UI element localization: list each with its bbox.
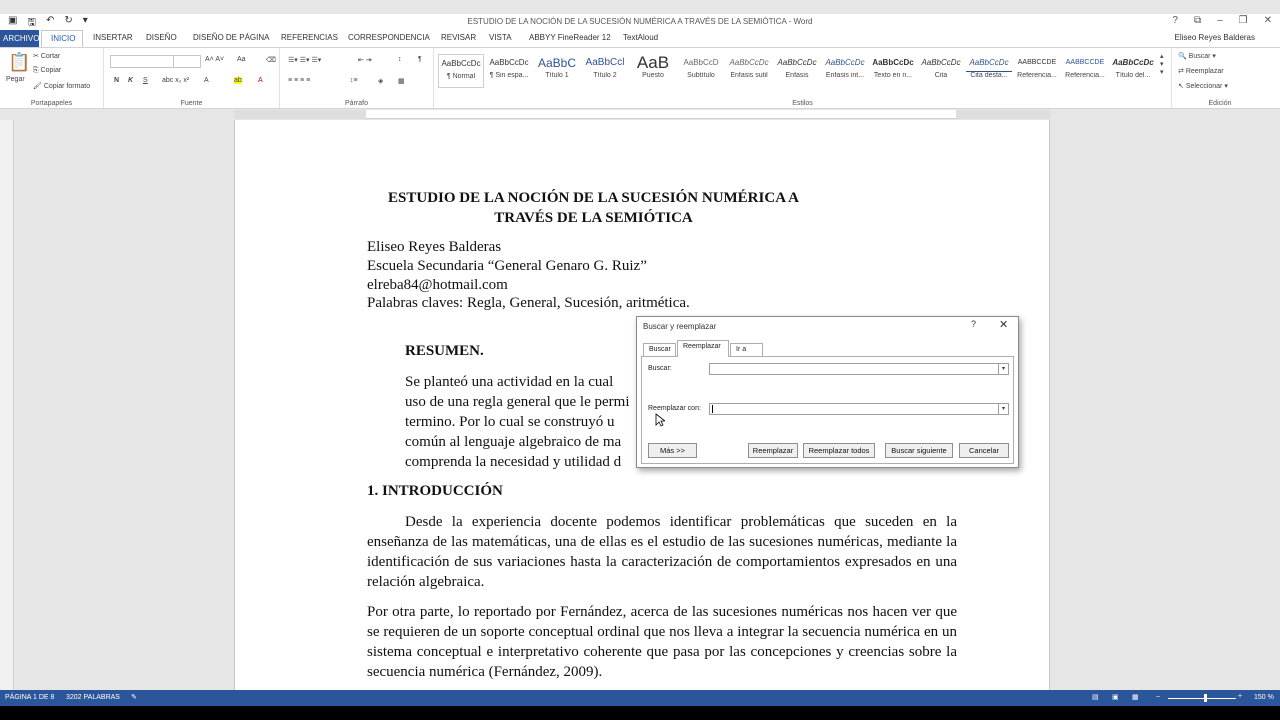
vertical-ruler[interactable]	[0, 120, 14, 690]
style-preview: AaBbCcDc	[1112, 58, 1154, 67]
zoom-slider-thumb[interactable]	[1204, 694, 1207, 702]
copy-button[interactable]: ⎘ Copiar	[33, 67, 62, 74]
replace-input[interactable]	[709, 403, 1009, 415]
style-name: Énfasis	[785, 72, 809, 79]
group-clipboard	[0, 48, 104, 108]
shading-icon[interactable]: ◈	[378, 78, 384, 85]
group-editing	[1172, 48, 1268, 108]
minimize-icon[interactable]: –	[1217, 15, 1223, 26]
tab-correspondencia[interactable]: CORRESPONDENCIA	[348, 33, 430, 42]
style-name: ¶ Sin espa...	[489, 72, 529, 79]
bold-button[interactable]: N	[114, 77, 120, 84]
read-mode-icon[interactable]: ▤	[1092, 694, 1099, 701]
screen-bottom-border	[0, 706, 1280, 720]
user-account[interactable]: Eliseo Reyes Balderas	[1174, 33, 1255, 42]
style-name: Subtítulo	[687, 72, 715, 79]
tab-insertar[interactable]: INSERTAR	[93, 33, 133, 42]
window-title: ESTUDIO DE LA NOCIÓN DE LA SUCESIÓN NUMÉRICA A TRAVÉS DE LA SEMIÓTICA - Word	[467, 17, 813, 26]
styles-group-label: Estilos	[792, 100, 813, 107]
font-group-label: Fuente	[180, 100, 203, 107]
style-strong[interactable]	[870, 54, 916, 88]
paragraph-group-label: Párrafo	[345, 100, 368, 107]
ribbon-display-icon[interactable]: ⧉	[1193, 15, 1202, 26]
italic-button[interactable]: K	[128, 77, 134, 84]
text-effects-icon[interactable]: A	[204, 77, 209, 84]
document-title: ESTUDIO DE LA NOCIÓN DE LA SUCESIÓN NUMÉRICA A TRAVÉS DE LA SEMIÓTICA	[388, 190, 799, 226]
find-next-button[interactable]: Buscar siguiente	[885, 443, 953, 458]
style-preview: AaBbCcDc	[489, 58, 529, 67]
keywords-line: Palabras claves: Regla, General, Sucesión, aritmética.	[367, 295, 690, 311]
web-layout-icon[interactable]: ▦	[1132, 694, 1139, 701]
tab-diseno-pagina[interactable]: DISEÑO DE PÁGINA	[193, 33, 270, 42]
ribbon-tabs	[0, 30, 1280, 47]
tab-archivo[interactable]: ARCHIVO	[0, 30, 39, 47]
clear-format-icon[interactable]: ⌫	[266, 57, 276, 64]
style-name: ¶ Normal	[446, 73, 476, 80]
proofing-icon[interactable]: ✎	[131, 694, 137, 701]
resumen-line: termino. Por lo cual se construyó u	[405, 414, 615, 430]
style-name: Referencia...	[1065, 72, 1105, 79]
style-preview: AABBCCDE	[1065, 59, 1105, 66]
cancel-button[interactable]: Cancelar	[959, 443, 1009, 458]
help-button[interactable]: ?	[1172, 15, 1178, 26]
dialog-title: Buscar y reemplazar	[643, 322, 717, 331]
style-preview: AaBbCcDc	[777, 58, 817, 67]
ruler-ticks	[234, 110, 1050, 119]
title-bar	[0, 14, 1280, 30]
style-preview: AaBbCcDc	[921, 58, 961, 67]
dialog-close-icon[interactable]: ✕	[999, 319, 1009, 331]
style-quote[interactable]	[918, 54, 964, 88]
tab-referencias[interactable]: REFERENCIAS	[281, 33, 338, 42]
highlight-icon[interactable]: ab	[234, 77, 242, 84]
dialog-help-button[interactable]: ?	[971, 319, 977, 329]
style-preview: AaBbCcD	[683, 58, 719, 67]
save-icon[interactable]: 🖫	[27, 17, 36, 28]
print-layout-icon[interactable]: ▣	[1112, 694, 1119, 701]
word-count[interactable]: 3202 PALABRAS	[66, 694, 120, 701]
zoom-slider[interactable]	[1168, 698, 1236, 699]
author-line: Eliseo Reyes Balderas	[367, 239, 502, 255]
find-input[interactable]	[709, 363, 1009, 375]
font-name-input[interactable]	[110, 55, 176, 68]
email-line: elreba84@hotmail.com	[367, 277, 508, 293]
style-intense-reference[interactable]	[1062, 54, 1108, 88]
sort-icon[interactable]: ↕	[398, 56, 402, 63]
spacing-icon[interactable]: ↕≡	[350, 77, 358, 84]
grow-font-icon[interactable]: A˄ A˅	[205, 56, 225, 63]
intro-heading: 1. INTRODUCCIÓN	[367, 483, 503, 499]
strike-sub-sup-icons[interactable]: abc x₂ x²	[162, 77, 190, 84]
format-painter-label: Copiar formato	[43, 83, 91, 90]
style-no-spacing[interactable]	[486, 54, 532, 88]
copy-label: Copiar	[40, 67, 62, 74]
align-icons[interactable]: ≡ ≡ ≡ ≡	[288, 77, 311, 84]
replace-label: Reemplazar con:	[648, 405, 701, 412]
style-subtle-reference[interactable]	[1014, 54, 1060, 88]
tab-find[interactable]: Buscar	[643, 343, 676, 356]
customize-qat-icon[interactable]: ▾	[82, 15, 88, 26]
paste-icon[interactable]: 📋	[8, 52, 31, 72]
style-preview: AaBbCcl	[585, 57, 625, 68]
resumen-line: común al lenguaje algebraico de ma	[405, 434, 622, 450]
text-caret	[712, 405, 713, 413]
style-name: Texto en n...	[873, 72, 913, 79]
tab-vista[interactable]: VISTA	[489, 33, 512, 42]
horizontal-ruler[interactable]	[234, 110, 1050, 119]
style-heading-1[interactable]	[534, 54, 580, 88]
style-name: Énfasis sutil	[730, 72, 768, 79]
editing-group-label: Edición	[1208, 100, 1232, 107]
find-label: Buscar	[1188, 53, 1211, 60]
resumen-line: comprenda la necesidad y utilidad d	[405, 454, 622, 470]
close-icon[interactable]: ✕	[1263, 15, 1272, 26]
format-painter-button[interactable]: 🖌 Copiar formato	[33, 83, 91, 90]
page-count[interactable]: PÁGINA 1 DE 8	[5, 694, 55, 701]
style-preview: AaBbCcDc	[825, 58, 865, 67]
style-intense-emphasis[interactable]	[822, 54, 868, 88]
replace-dropdown-icon[interactable]: ▾	[998, 404, 1008, 414]
resumen-heading: RESUMEN.	[405, 343, 484, 359]
cut-button[interactable]: ✂ Cortar	[33, 53, 61, 60]
tab-diseno[interactable]: DISEÑO	[146, 33, 177, 42]
zoom-level[interactable]: 150 %	[1254, 694, 1274, 701]
tab-abbyy[interactable]: ABBYY FineReader 12	[529, 33, 611, 42]
underline-button[interactable]: S	[143, 77, 148, 84]
font-size-input[interactable]	[173, 55, 201, 68]
style-heading-2[interactable]	[582, 54, 628, 88]
mouse-pointer-icon	[655, 413, 665, 427]
replace-button[interactable]: Reemplazar	[748, 443, 798, 458]
more-button[interactable]: Más >>	[648, 443, 697, 458]
style-title[interactable]	[630, 54, 676, 88]
change-case-button[interactable]: Aa	[237, 56, 246, 63]
clipboard-group-label: Portapapeles	[30, 100, 73, 107]
style-normal[interactable]	[438, 54, 484, 88]
tab-goto[interactable]: Ir a	[730, 343, 763, 356]
resumen-line: uso de una regla general que le permi	[405, 394, 630, 410]
find-button[interactable]: 🔍 Buscar ▾	[1178, 53, 1216, 60]
redo-icon[interactable]: ↻	[64, 15, 73, 26]
indent-icons[interactable]: ⇤ ⇥	[358, 57, 372, 64]
style-preview: AaBbCcDc	[729, 58, 769, 67]
style-preview: AaBbCcDc	[966, 54, 1012, 72]
style-name: Referencia...	[1017, 72, 1057, 79]
select-label: Seleccionar	[1185, 83, 1223, 90]
intro-paragraph-1: Desde la experiencia docente podemos identificar problemáticas que suceden en la enseñanza de las matemáticas, una de ellas es el estudio de las sucesiones numéricas, mediante la identificación de sus variaciones hasta la caracterización de comportamientos expresados en una relación algebraica.	[367, 514, 957, 590]
style-name: Énfasis int...	[825, 72, 865, 79]
style-name: Cita desta...	[970, 72, 1008, 79]
replace-button[interactable]: ⇄ Reemplazar	[1178, 68, 1224, 75]
style-preview: AaB	[636, 54, 670, 72]
group-font	[104, 48, 280, 108]
pilcrow-icon[interactable]: ¶	[418, 56, 422, 63]
group-styles	[434, 48, 1172, 108]
style-intense-quote[interactable]	[966, 54, 1012, 88]
styles-scroll-icon[interactable]: ▴ ▾ ▾	[1160, 53, 1164, 76]
style-name: Título 2	[593, 72, 617, 79]
intro-paragraph-2: Por otra parte, lo reportado por Fernández, acerca de las sucesiones numéricas nos hacen ver que se requieren de un soporte conceptual ordinal que nos lleva a integrar la secuencia numérica en un sistema conceptual e interpretativo coherente que pasa por las concepciones y creencias sobre la secuencia numérica (Fernández, 2009).	[367, 604, 957, 680]
ribbon	[0, 47, 1280, 109]
school-line: Escuela Secundaria “General Genaro G. Ruiz”	[367, 258, 647, 274]
tab-textaloud[interactable]: TextAloud	[623, 33, 659, 42]
style-subtle-emphasis[interactable]	[726, 54, 772, 88]
style-name: Título 1	[545, 72, 569, 79]
style-preview: AABBCCDE	[1017, 59, 1057, 66]
group-paragraph	[280, 48, 434, 108]
select-button[interactable]: ↖ Seleccionar ▾	[1178, 83, 1228, 90]
restore-icon[interactable]: ❐	[1238, 15, 1248, 26]
paste-button[interactable]: Pegar	[6, 76, 25, 83]
list-icons[interactable]: ☰▾ ☰▾ ☰▾	[288, 57, 322, 64]
style-book-title[interactable]	[1110, 54, 1156, 88]
zoom-in-icon[interactable]: +	[1238, 693, 1243, 700]
borders-icon[interactable]: ▦	[398, 78, 405, 85]
window-controls	[1172, 15, 1272, 26]
resumen-line: Se planteó una actividad en la cual	[405, 374, 614, 390]
style-subtitle[interactable]	[678, 54, 724, 88]
zoom-out-icon[interactable]: –	[1156, 693, 1160, 700]
dialog-panel	[641, 356, 1014, 464]
find-replace-dialog	[636, 316, 1019, 468]
style-name: Título del...	[1115, 72, 1151, 79]
font-color-icon[interactable]: A	[258, 77, 263, 84]
style-preview: AaBbC	[537, 56, 577, 70]
style-name: Puesto	[642, 72, 664, 79]
tab-revisar[interactable]: REVISAR	[441, 33, 477, 42]
tab-inicio[interactable]: INICIO	[41, 30, 83, 48]
find-label: Buscar:	[648, 365, 672, 372]
word-app-icon: ▣	[8, 15, 18, 26]
tab-replace[interactable]: Reemplazar	[677, 340, 729, 357]
style-emphasis[interactable]	[774, 54, 820, 88]
style-preview: AaBbCcDc	[441, 59, 481, 68]
style-name: Cita	[934, 72, 948, 79]
replace-label: Reemplazar	[1185, 68, 1224, 75]
undo-icon[interactable]: ↶	[45, 15, 55, 26]
find-dropdown-icon[interactable]: ▾	[998, 364, 1008, 374]
cut-label: Cortar	[40, 53, 61, 60]
replace-all-button[interactable]: Reemplazar todos	[803, 443, 875, 458]
style-preview: AaBbCcDc	[872, 58, 914, 67]
status-bar	[0, 690, 1280, 706]
